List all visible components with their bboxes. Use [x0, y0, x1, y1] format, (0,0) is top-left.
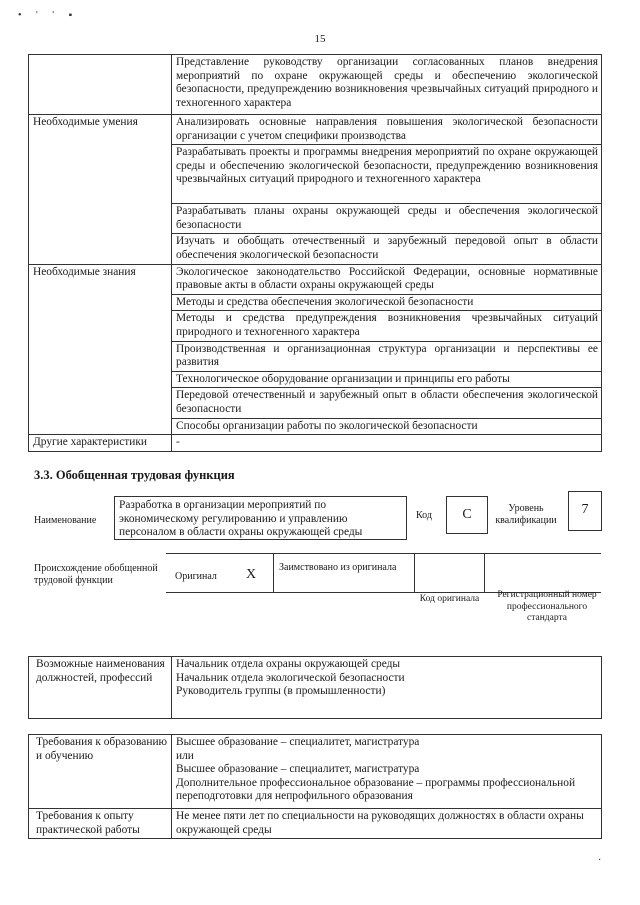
function-code: С: [446, 496, 488, 534]
borrowed-label: Заимствовано из оригинала: [279, 562, 397, 573]
skills-knowledge-table: [28, 54, 602, 452]
experience-label: Требования к опыту практической работы: [29, 809, 172, 839]
original-mark: X: [246, 567, 257, 582]
row-item: Передовой отечественный и зарубежный опыт в области обеспечения экологической безопасности: [172, 388, 602, 418]
row-item: Технологическое оборудование организации и принципы его работы: [172, 371, 602, 388]
foot-mark: ·: [598, 855, 602, 866]
row-item: -: [172, 435, 602, 452]
table-row: [29, 809, 602, 839]
position-item: Начальник отдела охраны окружающей среды: [176, 658, 401, 670]
experience-requirements: [172, 809, 602, 839]
table-row: [29, 264, 602, 294]
positions-label: Возможные наименования должностей, профессий: [29, 657, 172, 719]
row-item: Методы и средства предупреждения возникновения чрезвычайных ситуаций природного и техногенного характера: [172, 311, 602, 341]
row-item: Методы и средства обеспечения экологической безопасности: [172, 294, 602, 311]
row-item: Экологическое законодательство Российской Федерации, основные нормативные правовые акты в области охраны окружающей среды: [172, 264, 602, 294]
positions-list: [172, 657, 602, 719]
code-label: Код: [416, 510, 432, 521]
row-label: [29, 55, 172, 115]
code-original-label: Код оригинала: [419, 594, 480, 604]
row-item: Анализировать основные направления повышения экологической безопасности организации с учетом специфики производства: [172, 115, 602, 145]
table-row: [29, 55, 602, 115]
table-row: [29, 435, 602, 452]
row-item: Способы организации работы по экологической безопасности: [172, 418, 602, 435]
requirements-table: [28, 734, 602, 839]
row-label-knowledge: Необходимые знания: [29, 264, 172, 435]
positions-table: [28, 656, 602, 719]
position-item: Начальник отдела экологической безопасности: [176, 671, 405, 684]
requirement-line: Высшее образование – специалитет, магистратура: [176, 736, 420, 748]
page-number: 15: [314, 33, 326, 45]
table-row: [29, 657, 602, 719]
origin-label: Происхождение обобщенной трудовой функции: [34, 563, 158, 586]
original-cell: [166, 554, 274, 592]
row-item: Производственная и организационная структура организации и перспективы ее развития: [172, 341, 602, 371]
row-item: Изучать и обобщать отечественный и зарубежный передовой опыт в области обеспечения экологической безопасности: [172, 234, 602, 264]
original-label: Оригинал: [175, 571, 217, 582]
requirement-line: или: [176, 749, 194, 762]
scan-marks: • ' ' ▪: [18, 10, 79, 21]
table-row: [29, 115, 602, 145]
requirement-line: Дополнительное профессиональное образование – программы профессиональной переподготовки для непрофильного образования: [176, 776, 576, 803]
level-label: Уровень квалификации: [495, 503, 557, 526]
name-label: Наименование: [34, 515, 97, 526]
reg-number-label: Регистрационный номер профессионального стандарта: [497, 590, 597, 623]
row-item: Разрабатывать проекты и программы внедрения мероприятий по охране окружающей среды и обеспечению экологической безопасности, предупреждению возникновения чрезвычайных ситуаций природного и техногенного характера: [172, 145, 602, 204]
reg-number-cell: [485, 554, 601, 592]
requirement-line: Не менее пяти лет по специальности на руководящих должностях в области охраны окружающей среды: [176, 810, 584, 836]
row-label-skills: Необходимые умения: [29, 115, 172, 265]
qualification-level: 7: [568, 491, 602, 531]
function-name: Разработка в организации мероприятий по экономическому регулированию и управлению персоналом в области охраны окружающей среды: [114, 496, 407, 540]
education-requirements: [172, 735, 602, 809]
row-label-other: Другие характеристики: [29, 435, 172, 452]
position-item: Руководитель группы (в промышленности): [176, 685, 386, 698]
requirement-line: Высшее образование – специалитет, магистратура: [176, 763, 420, 776]
code-original-cell: [415, 554, 485, 592]
education-label: Требования к образованию и обучению: [29, 735, 172, 809]
section-title: 3.3. Обобщенная трудовая функция: [34, 468, 235, 482]
table-row: [29, 735, 602, 809]
origin-row: [166, 553, 601, 593]
row-item: Разрабатывать планы охраны окружающей среды и обеспечения экологической безопасности: [172, 204, 602, 234]
borrowed-cell: [274, 554, 415, 592]
row-item: Представление руководству организации согласованных планов внедрения мероприятий по охране окружающей среды и обеспечению экологической безопасности, предупреждению возникновения чрезвычайных ситуаций природного и техногенного характера: [172, 55, 602, 115]
